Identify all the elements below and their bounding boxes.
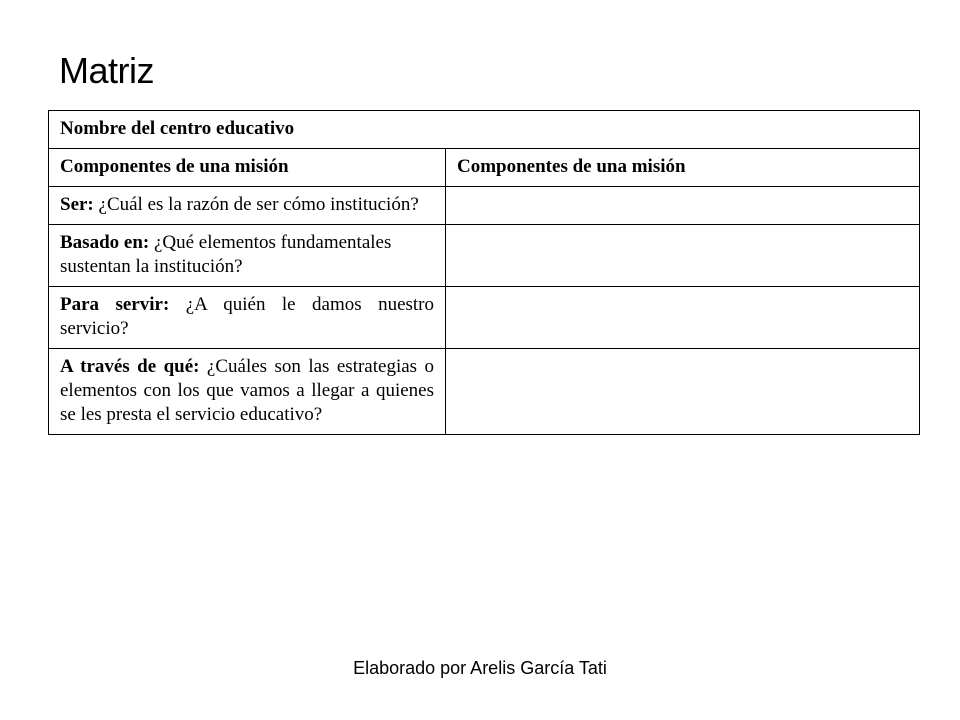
row-label: Ser: [60, 194, 94, 215]
mission-matrix-table [48, 110, 920, 435]
row-question: ¿Cuáles son las estrategias o elementos con los que vamos a llegar a quienes se les presta el servicio educativo? [60, 356, 434, 425]
table-row [49, 111, 920, 149]
answer-cell [446, 187, 920, 225]
question-cell [49, 349, 446, 435]
row-question: ¿Cuál es la razón de ser cómo institución? [93, 194, 419, 215]
question-cell [49, 187, 446, 225]
table-row [49, 225, 920, 287]
answer-cell [446, 225, 920, 287]
column-header: Componentes de una misión [49, 149, 446, 187]
column-header: Componentes de una misión [446, 149, 920, 187]
table-row [49, 187, 920, 225]
question-cell [49, 225, 446, 287]
row-question: ¿A quién le damos nuestro servicio? [60, 294, 434, 339]
row-label: Para servir: [60, 294, 170, 315]
table-row [49, 149, 920, 187]
footer-credit: Elaborado por Arelis García Tati [353, 658, 607, 678]
institution-name-header: Nombre del centro educativo [49, 111, 920, 149]
table-row [49, 349, 920, 435]
table-row [49, 287, 920, 349]
answer-cell [446, 287, 920, 349]
answer-cell [446, 349, 920, 435]
row-label: A través de qué: [60, 356, 200, 377]
row-question: ¿Qué elementos fundamentales sustentan la institución? [60, 232, 392, 277]
slide-title: Matriz [59, 50, 154, 91]
question-cell [49, 287, 446, 349]
row-label: Basado en: [60, 232, 150, 253]
